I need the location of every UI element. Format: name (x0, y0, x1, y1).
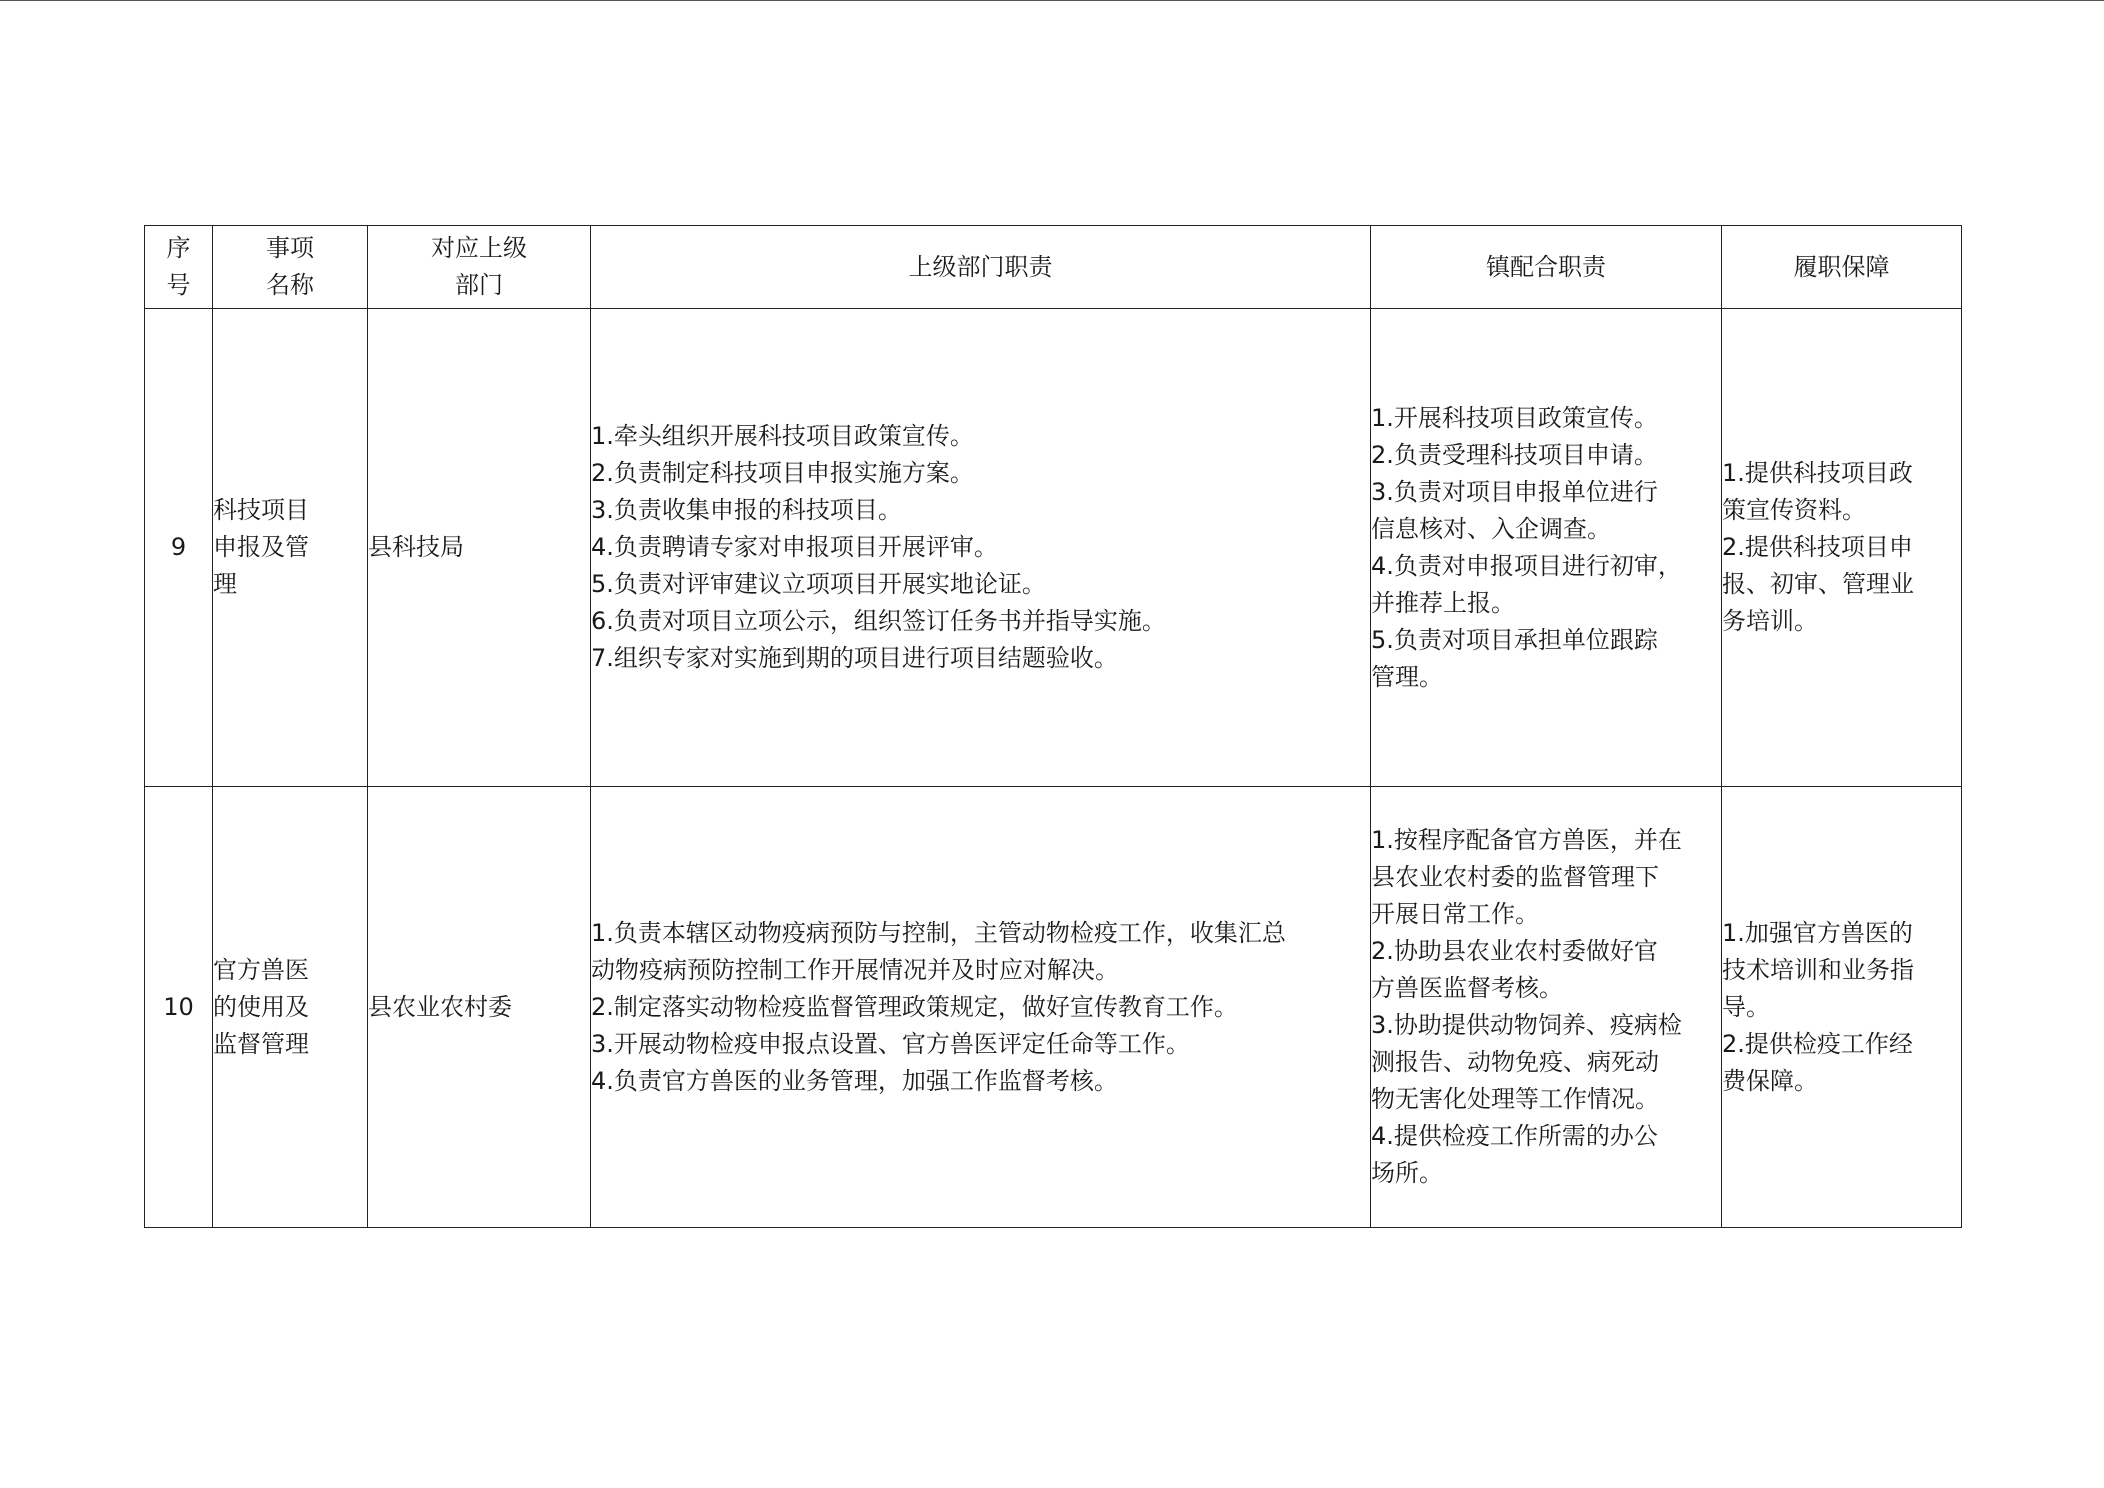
upper-duty-cell (591, 787, 1371, 1228)
upper-duty-line: 5.负责对评审建议立项项目开展实地论证。 (591, 570, 1046, 598)
town-duty-line: 并推荐上报。 (1371, 588, 1515, 617)
town-duty-line: 管理。 (1371, 662, 1443, 691)
upper-duty-line: 1.负责本辖区动物疫病预防与控制，主管动物检疫工作，收集汇总 (591, 918, 1286, 947)
upper-duty-cell (591, 309, 1371, 787)
item-name-line: 监督管理 (213, 1029, 309, 1058)
upper-duty-line: 3.负责收集申报的科技项目。 (591, 496, 902, 524)
header-town-duty: 镇配合职责 (1371, 226, 1722, 309)
page-top-border (0, 0, 2104, 1)
town-duty-line: 方兽医监督考核。 (1371, 974, 1563, 1002)
dept-cell: 县科技局 (368, 309, 591, 787)
town-duty-line: 2.负责受理科技项目申请。 (1371, 440, 1658, 469)
upper-duty-line: 动物疫病预防控制工作开展情况并及时应对解决。 (591, 955, 1119, 984)
town-duty-line: 2.协助县农业农村委做好官 (1371, 937, 1658, 965)
header-item-line: 事项 (266, 234, 314, 262)
guarantee-line: 务培训。 (1722, 607, 1818, 635)
town-duty-line: 4.负责对申报项目进行初审， (1371, 551, 1682, 580)
guarantee-line: 技术培训和业务指 (1722, 955, 1914, 984)
header-seq-line: 序 (166, 234, 191, 262)
header-seq (145, 226, 213, 309)
town-duty-line: 1.按程序配备官方兽医，并在 (1371, 826, 1682, 854)
upper-duty-line: 2.制定落实动物检疫监督管理政策规定，做好宣传教育工作。 (591, 992, 1238, 1021)
guarantee-line: 2.提供检疫工作经 (1722, 1029, 1913, 1058)
item-name-cell (213, 787, 368, 1228)
upper-duty-line: 2.负责制定科技项目申报实施方案。 (591, 459, 974, 487)
town-duty-line: 5.负责对项目承担单位跟踪 (1371, 625, 1658, 654)
town-duty-line: 3.负责对项目申报单位进行 (1371, 477, 1658, 506)
upper-duty-line: 3.开展动物检疫申报点设置、官方兽医评定任命等工作。 (591, 1029, 1190, 1058)
item-name-cell (213, 309, 368, 787)
item-name-line: 官方兽医 (213, 955, 309, 984)
header-dept-line: 对应上级 (431, 234, 527, 262)
guarantee-line: 1.提供科技项目政 (1722, 459, 1913, 487)
header-item-name (213, 226, 368, 309)
header-item-line: 名称 (266, 271, 314, 299)
duty-table (144, 225, 1962, 1228)
town-duty-line: 4.提供检疫工作所需的办公 (1371, 1122, 1658, 1150)
town-duty-line: 开展日常工作。 (1371, 900, 1539, 928)
header-guarantee: 履职保障 (1722, 226, 1962, 309)
town-duty-line: 物无害化处理等工作情况。 (1371, 1085, 1659, 1113)
header-row (145, 226, 1962, 309)
item-name-line: 申报及管 (213, 533, 309, 561)
town-duty-line: 县农业农村委的监督管理下 (1371, 863, 1659, 891)
table-row (145, 309, 1962, 787)
item-name-line: 理 (213, 570, 237, 598)
upper-duty-line: 6.负责对项目立项公示，组织签订任务书并指导实施。 (591, 607, 1166, 635)
upper-duty-line: 1.牵头组织开展科技项目政策宣传。 (591, 422, 974, 450)
upper-duty-line: 4.负责聘请专家对申报项目开展评审。 (591, 533, 998, 561)
upper-duty-line: 7.组织专家对实施到期的项目进行项目结题验收。 (591, 644, 1118, 672)
upper-duty-line: 4.负责官方兽医的业务管理，加强工作监督考核。 (591, 1066, 1118, 1095)
town-duty-line: 场所。 (1371, 1159, 1443, 1187)
item-name-line: 科技项目 (213, 496, 309, 524)
dept-cell: 县农业农村委 (368, 787, 591, 1228)
guarantee-line: 策宣传资料。 (1722, 496, 1866, 524)
header-dept (368, 226, 591, 309)
town-duty-cell (1371, 787, 1722, 1228)
guarantee-line: 1.加强官方兽医的 (1722, 918, 1913, 947)
guarantee-line: 报、初审、管理业 (1722, 570, 1914, 598)
guarantee-line: 费保障。 (1722, 1066, 1818, 1095)
seq-cell: 10 (145, 787, 213, 1228)
header-upper-duty: 上级部门职责 (591, 226, 1371, 309)
town-duty-line: 3.协助提供动物饲养、疫病检 (1371, 1011, 1682, 1039)
town-duty-line: 测报告、动物免疫、病死动 (1371, 1048, 1659, 1076)
guarantee-line: 导。 (1722, 992, 1770, 1021)
guarantee-cell (1722, 787, 1962, 1228)
town-duty-line: 1.开展科技项目政策宣传。 (1371, 403, 1658, 432)
guarantee-cell (1722, 309, 1962, 787)
header-seq-line: 号 (166, 271, 191, 299)
table-row (145, 787, 1962, 1228)
seq-cell: 9 (145, 309, 213, 787)
guarantee-line: 2.提供科技项目申 (1722, 533, 1913, 561)
town-duty-cell (1371, 309, 1722, 787)
header-dept-line: 部门 (455, 271, 503, 299)
item-name-line: 的使用及 (213, 992, 309, 1021)
town-duty-line: 信息核对、入企调查。 (1371, 514, 1611, 543)
